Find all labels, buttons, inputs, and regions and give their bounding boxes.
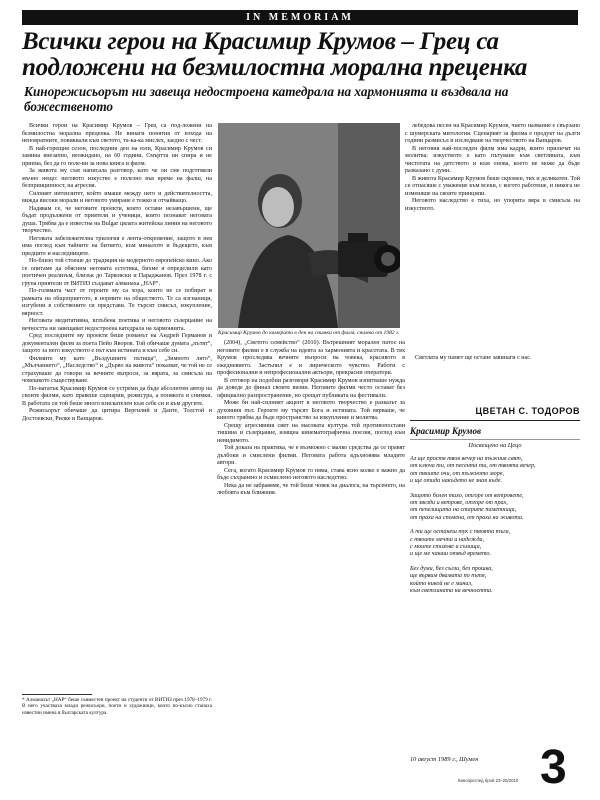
poem-stanza [410, 566, 582, 596]
paragraph: За живота му съм написала разговор, като че ли сме подготвяли мъчно нещо: неговото изкуство е полезно във време на фалш, на безпринципност, на агресия. [22, 168, 212, 189]
poem-date: 10 август 1989 г., Шумен [410, 756, 479, 763]
paragraph: В неговия най-последен филм има кадри, които приличат на молитва: изкуството е като пътуване към светлината, към чистотата на детството и към онова, което не може да бъде разказано с думи. [405, 145, 580, 174]
paragraph: Неговото наследство е тиха, но упорита вяра в смисъла на изкуството. [405, 198, 580, 212]
poem-stanza [410, 529, 582, 559]
paragraph: Режисьорът обичаше да цитира Вергилий и Данте, Толстой и Достоевски, Рилке и Вапцаров. [22, 408, 212, 422]
photo-illustration [218, 123, 400, 328]
poem-divider [410, 439, 580, 440]
page-number: 3 [540, 741, 567, 794]
poem-line: с твоите мечти и надежди, [410, 536, 484, 543]
paragraph: Сега, когато Красимир Крумов го няма, става ясно колко е важно да бъде съхранено и осмислено неговото наследство. [217, 467, 405, 481]
poem-dedication: Посвещено на Цецо [468, 442, 522, 449]
portrait-photo [218, 123, 400, 328]
poem [410, 456, 582, 603]
paragraph: Срещу агресивния свят на масовата култура той противопостави тишина и съзерцание, изящна кинематографична поезия, поглед към невидимото. [217, 422, 405, 444]
poem-author: Красимир Крумов [410, 426, 481, 436]
poem-line: който никой не е минал, [410, 580, 473, 587]
journal-issue: Кинопреглед брой 23–25/2010 [458, 778, 519, 783]
footnote-divider [22, 694, 92, 695]
poem-line: към светлината на вечността. [410, 588, 493, 595]
paragraph: Неговата медитативна, вглъбена поетика и неговото съзерцание на вечността ни завещават недостроена катедрала на хармонията. [22, 318, 212, 332]
author-signature: ЦВЕТАН С. ТОДОРОВ [475, 406, 580, 416]
paragraph: Всички герои на Красимир Крумов – Грец са под-ложени на безмилостна морална преценка. Не винаги понятия от изхода на неповратните, повиквали към светото, та-ка-ка мислех, заедно с чест. [22, 123, 212, 144]
poem-line: от твоите очи, от тъжното море, [410, 470, 505, 477]
paragraph: Нека да не забравяме, че той беше човек на диалога, на търсенето, на любовта към ближния. [217, 482, 405, 496]
poem-line: Аз ще простя твоя вечер на тъжния свят, [410, 456, 523, 462]
paragraph: Филмите му като „Въздушните пътища“, „Зимното лято“, „Мълчанието“, „Наследство“ и „Дърво на живота“ показват, че той не се страхуваше да говори за вечните въпроси, за вярата, за смисъла на човешкото съществуване. [22, 355, 212, 384]
poem-line: от праха на спомена, от праха на живота. [410, 514, 524, 521]
paragraph: Но-близо той стоеше до традиция на модерното европейско кино. Ако се опитаме да обясним неговата естетика, бихме я определили като поетичен реализъм, близък до Тарковски и Параджанов. През 1978 г. с група приятели от ВИТИЗ създават алманаха „НАР“. [22, 258, 212, 287]
footnote: * Алманахът „НАР“ беше съвместен проект на студенти от ВИТИЗ през 1978–1979 г. В него участваха млади режисьори, поети и художници, които по-късно станаха известни имена в българската култура. [22, 697, 212, 716]
paragraph: Сред последните му проекти беше романът на Андрей Германов и документален филм за поета Пейо Яворов. Той обичаше думата „пътят“, защото за него изкуството е път към истината и към себе си. [22, 333, 212, 354]
paragraph: Неговата забележителна трилогия е лента-откровение, защото в нея има поглед към тайните на битието, към миналото и бъдещето, към предците и наследниците. [22, 235, 212, 257]
poem-line: ще вървим двамата по пътя, [410, 573, 487, 580]
paragraph: Надявам се, че неговите проекти, които остави незавършени, ще бъдат продължени от приятели и ученици, които познават неговата душа. Трябва да е известна на Bulgar цялата житейска линия на неговото творчество. [22, 205, 212, 234]
poem-line: Без думи, без сълзи, без прошка, [410, 565, 493, 572]
article-column-3-end [408, 355, 581, 385]
paragraph: Той доказа на практика, че е възможно с малко средства да се правят дълбоки и смислени филми. Неговата работа вдъхновява младите автори. [217, 445, 405, 466]
paragraph: Светлата му памет ще остане завинаги с нас. [415, 355, 532, 361]
poem-line: А ти ще останеш тук с твоята тъга, [410, 529, 511, 536]
paragraph: Силният интензитет, който имаше между него и действителността, вижда високи морали и неговото умиране е тежко и отчайващо. [22, 190, 212, 204]
paragraph: (2004), „Светото семейство“ (2010). Вътрешният морален патос на неговите филми е в служба на идеята за хармонията и красотата. В тях Крумов проследява вечните въпроси на човека, красивото в ежедневието. Застъпил е и лирическото чувство. Работи с професионални и непрофесионални актьори, прекрасни оператори. [217, 340, 405, 376]
headline: Всички герои на Красимир Крумов – Грец са подложени на безмилостна морална преценка [22, 28, 528, 81]
poem-line: с моите стихове и сънища, [410, 544, 482, 551]
signature-divider [410, 420, 580, 421]
subheadline: Кинорежисьорът ни завеща недостроена катедрала на хармонията и въздвала на божественото [24, 84, 509, 114]
poem-line: от ключа ти, от песента ти, от твоята вечер, [410, 463, 536, 470]
paragraph: В най-горещия сезон, последния ден на юли, Красимир Крумов си замина внезапно, неожидано, на 60 години. Смъртта ни спира и не приема, без да го поле-ви за нова книга и филм. [22, 145, 212, 167]
paragraph: По-голямата част от героите му са хора, които не се побират в рамката на общоприетото, в нормите на обществото. Те са изгнаници, изгубени в собствените си представи. Те търсят смисъл, изкупление, вярност. [22, 288, 212, 317]
paragraph: В отговор на подобни разговори Красимир Крумов изпитваше нужда да доведе до финал своите визии. Неговите филми често остават без официално разпространение, но срещат публиката на фестивали. [217, 377, 405, 399]
photo-caption: Красимир Крумов до камерата в ден на снимки от филм, снимка от 1982 г. [218, 330, 400, 336]
paragraph: лебедова песен на Красимир Крумов, чието название е свързано с шумерската митология. Сценарият за филма е продукт на дълги години размисъл и изследване на творчеството на Вапцаров. [405, 123, 580, 144]
poem-line: и ще отида накъдето не зная къде. [410, 478, 502, 485]
section-banner: IN MEMORIAM [22, 10, 578, 25]
poem-stanza [410, 493, 582, 523]
paragraph: По-нататък Красимир Крумов се устреми да бъде абсолютен автор на своите филми, като правеше сценарии, режисура, а понякога и снимки. В работата си той беше много взискателен към себе си и към другите. [22, 385, 212, 407]
article-column-4 [405, 123, 580, 358]
poem-stanza [410, 456, 582, 486]
paragraph: В живота Красимир Крумов беше скромен, тих и деликатен. Той се отнасяше с уважение към всеки, с когото работеше, и никога не изменяше на своите принципи. [405, 175, 580, 197]
paragraph: Може би най-силният акцент в неговото творчество е разказът за духовния път. Героите му търсят Бога и истината. Той вярваше, че киното трябва да бъде пространство за изкупление и молитва. [217, 400, 405, 421]
poem-line: и ще ме чакаш отвъд времето. [410, 551, 492, 558]
article-column-2 [217, 340, 405, 786]
article-column-1 [22, 123, 212, 690]
poem-line: от звезди и ветрове, отгоре от прах, [410, 500, 508, 507]
poem-line: Защото болен тихо, отгоре от ветровете, [410, 492, 524, 499]
poem-line: от пепелищата на старите паметници, [410, 507, 517, 514]
